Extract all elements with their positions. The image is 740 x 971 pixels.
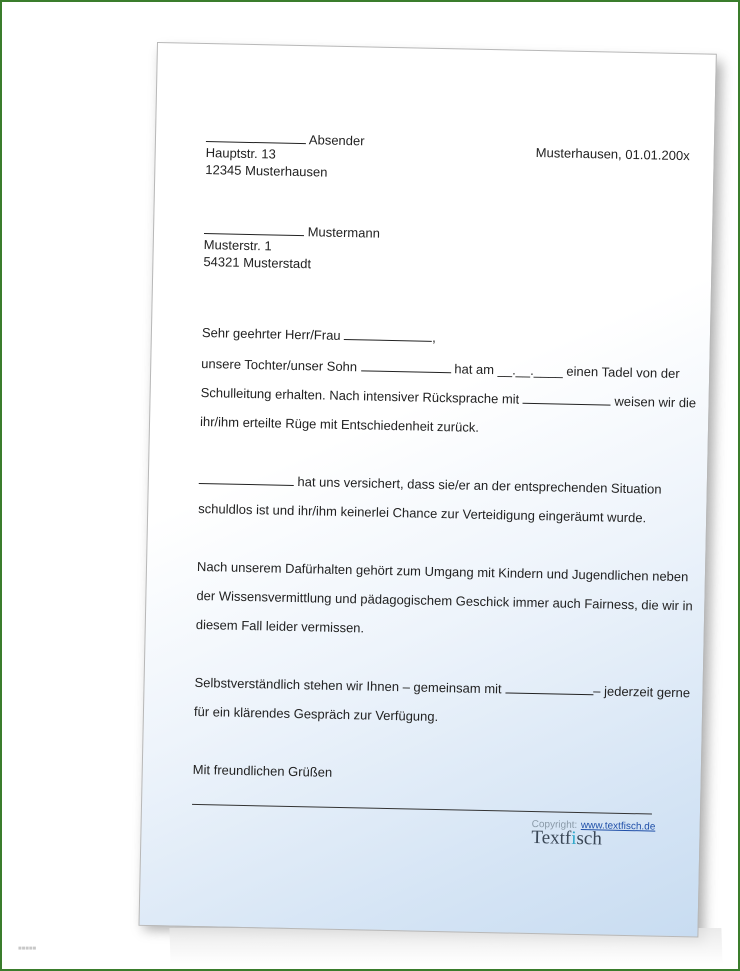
- paragraph-1-line-1: [201, 356, 680, 381]
- text-fragment: weisen wir die: [614, 393, 697, 411]
- paragraph-4-line-1: [194, 675, 690, 700]
- text-fragment: hat uns versichert, dass sie/er an der entsprechenden Situation: [297, 474, 662, 497]
- textfisch-logo: [531, 827, 602, 850]
- blank-line: [361, 359, 451, 373]
- paragraph-3-line-2: der Wissensvermittlung und pädagogischem Geschick immer auch Fairness, die wir in: [196, 587, 693, 614]
- copyright-label: Copyright:: [531, 819, 578, 831]
- blank-line: [199, 472, 294, 486]
- logo-text: Textf: [531, 827, 572, 849]
- text-fragment: hat am: [454, 361, 495, 378]
- text-fragment: einen Tadel von der: [566, 363, 680, 382]
- recipient-name-label: Mustermann: [307, 224, 381, 241]
- paragraph-2-line-2: schuldlos ist und ihr/ihm keinerlei Chance zur Verteidigung eingeräumt wurde.: [198, 500, 647, 526]
- logo-text: sch: [576, 827, 603, 850]
- fish-icon: i: [571, 827, 577, 849]
- text-fragment: Schulleitung erhalten. Nach intensiver Rücksprache mit: [200, 384, 520, 407]
- signature-line: [192, 804, 652, 815]
- salutation: [202, 325, 436, 345]
- paragraph-1-line-3: ihr/ihm erteilte Rüge mit Entschiedenheit zurück.: [199, 413, 480, 435]
- sender-name-label: Absender: [308, 132, 365, 149]
- blank-line: [344, 328, 432, 342]
- date-placeholder: __.__.____: [497, 362, 563, 379]
- closing: Mit freundlichen Grüßen: [192, 761, 333, 780]
- paragraph-3-line-1: Nach unserem Dafürhalten gehört zum Umgang mit Kindern und Jugendlichen neben: [196, 558, 689, 585]
- watermark-mark: ■■■■■: [18, 946, 37, 952]
- blank-line: [523, 392, 611, 406]
- blank-line: [206, 130, 306, 144]
- sender-street: Hauptstr. 13: [205, 145, 276, 162]
- sender-city: 12345 Musterhausen: [205, 162, 328, 180]
- letter-page: [138, 42, 716, 938]
- paragraph-4-line-2: für ein klärendes Gespräch zur Verfügung.: [193, 703, 439, 725]
- text-fragment: Selbstverständlich stehen wir Ihnen – gemeinsam mit: [194, 674, 502, 697]
- place-date: Musterhausen, 01.01.200x: [535, 144, 690, 164]
- website-link[interactable]: www.textfisch.de: [580, 820, 656, 833]
- paragraph-1-line-2: [201, 385, 697, 410]
- recipient-city: 54321 Musterstadt: [203, 254, 312, 272]
- salutation-comma: ,: [432, 329, 437, 345]
- paragraph-3-line-3: diesem Fall leider vermissen.: [195, 616, 365, 636]
- salutation-text: Sehr geehrter Herr/Frau: [201, 325, 341, 343]
- text-fragment: – jederzeit gerne: [593, 683, 691, 701]
- blank-line: [204, 222, 304, 236]
- text-fragment: unsere Tochter/unser Sohn: [201, 355, 358, 375]
- recipient-street: Musterstr. 1: [203, 237, 272, 254]
- blank-line: [505, 681, 593, 695]
- paragraph-2-line-1: [199, 472, 662, 497]
